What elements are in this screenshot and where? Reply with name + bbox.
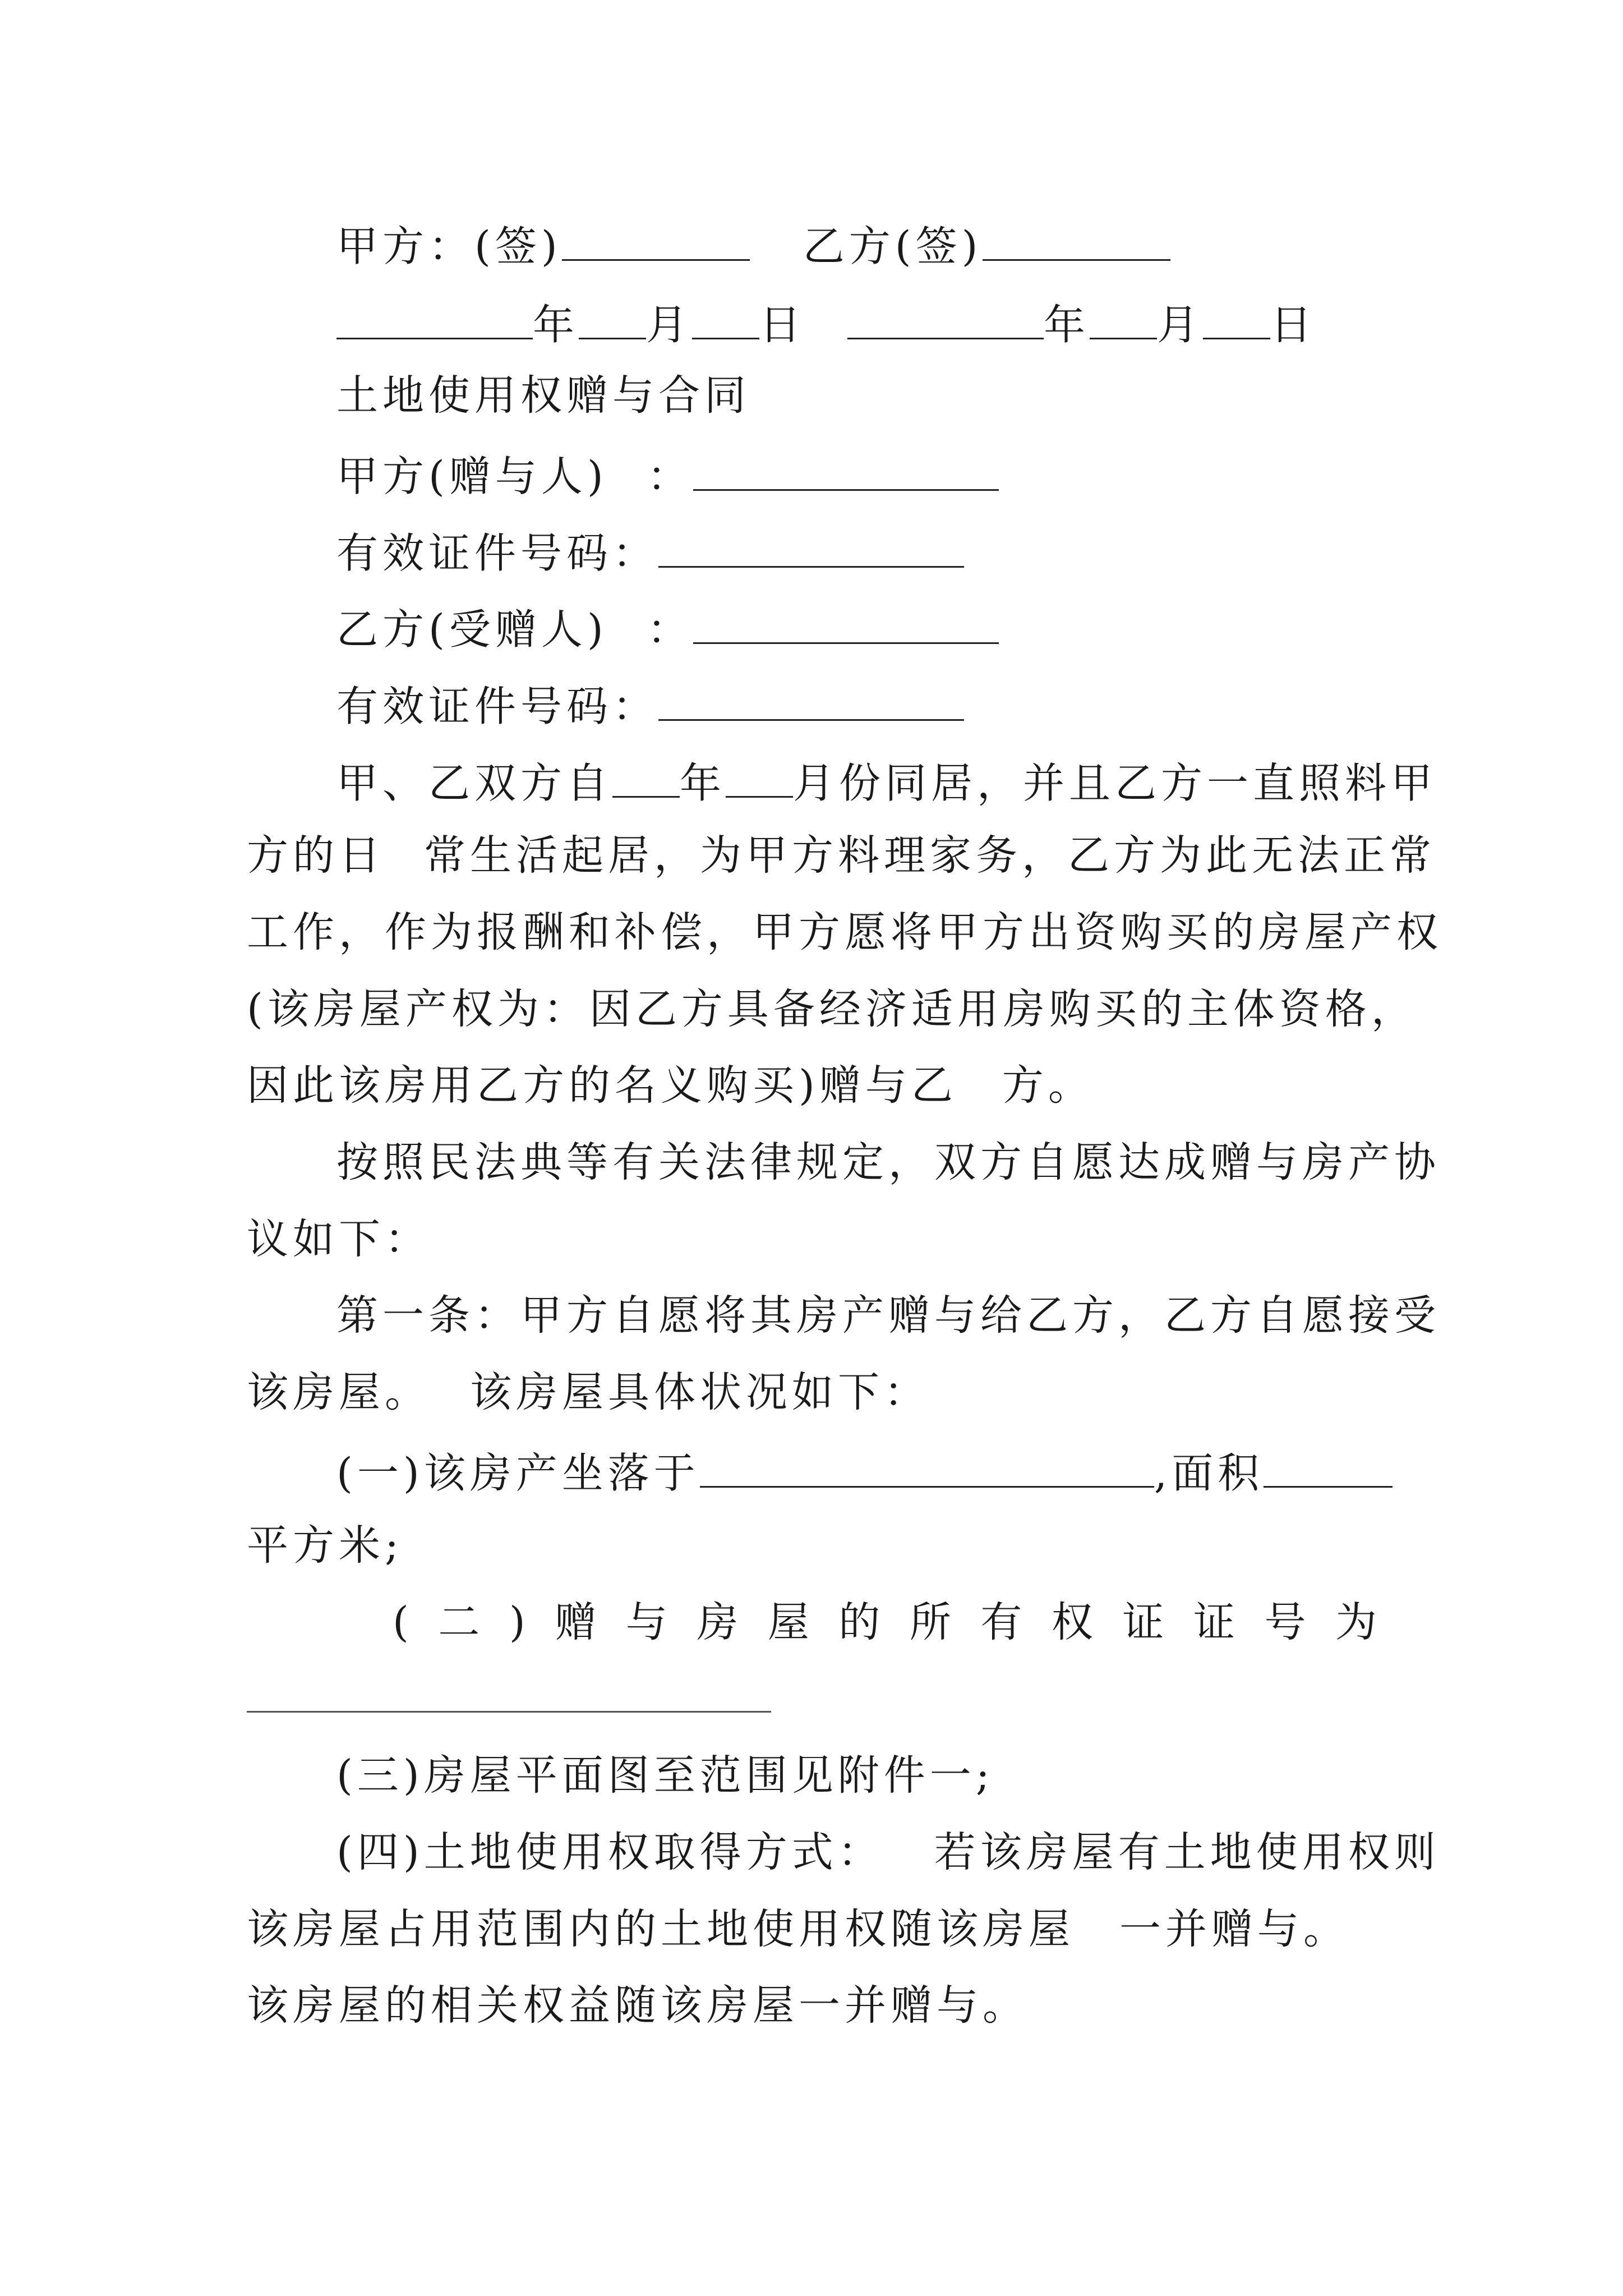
item4-line-2 — [247, 1905, 1349, 1953]
cohabit-year-blank[interactable] — [612, 758, 680, 798]
area-blank[interactable] — [1264, 1448, 1393, 1488]
item2-char: 所 — [909, 1598, 951, 1646]
donee-id-line — [336, 682, 964, 731]
party-b-sign-label: 乙方(签) — [803, 222, 983, 271]
article1-line-2 — [247, 1368, 930, 1416]
year-label: 年 — [533, 301, 579, 349]
month-label: 月 — [646, 301, 692, 349]
item2-char: 证 — [1193, 1598, 1235, 1646]
intro-text: 常生活起居，为甲方料理家务，乙方为此无法正常 — [424, 831, 1436, 880]
item4-line-1 — [336, 1828, 1440, 1876]
document-title: 土地使用权赠与合同 — [336, 371, 750, 420]
location-blank[interactable] — [700, 1448, 1154, 1488]
party-a-month-blank[interactable] — [579, 300, 646, 339]
item1-text: (一)该房产坐落于 — [336, 1449, 700, 1498]
item2-char: 证 — [1122, 1598, 1164, 1646]
donor-name-blank[interactable] — [693, 452, 999, 491]
intro-line-2 — [247, 831, 1436, 880]
party-b-day-blank[interactable] — [1203, 300, 1270, 339]
item1-text: ,面积 — [1154, 1449, 1264, 1498]
item4-text: (四)土地使用权取得方式： — [336, 1828, 884, 1876]
intro-text: 因此该房用乙方的名义购买)赠与乙 — [247, 1061, 957, 1110]
item2-char: 二 — [438, 1598, 480, 1646]
item2-char: 为 — [1335, 1598, 1377, 1646]
intro-text: 月份同居，并且乙方一直照料甲 — [793, 759, 1437, 808]
law-line-2: 议如下： — [247, 1215, 431, 1263]
party-a-year-blank[interactable] — [336, 300, 533, 339]
intro-line-1 — [336, 758, 1437, 808]
item2-char: ) — [509, 1598, 525, 1646]
day-label: 日 — [759, 301, 805, 349]
item2-char: 号 — [1264, 1598, 1306, 1646]
certificate-number-blank[interactable] — [247, 1711, 771, 1713]
intro-line-3: 工作，作为报酬和补偿，甲方愿将甲方出资购买的房屋产权 — [247, 908, 1442, 956]
intro-line-4: (该房屋产权为：因乙方具备经济适用房购买的主体资格， — [247, 985, 1417, 1033]
signature-line — [336, 222, 1170, 271]
party-a-sign-label: 甲方：(签) — [336, 222, 562, 271]
item2-char: 赠 — [555, 1598, 597, 1646]
date-line — [336, 300, 1316, 349]
party-a-day-blank[interactable] — [692, 300, 759, 339]
intro-text: 年 — [680, 759, 726, 808]
donee-id-label: 有效证件号码： — [336, 682, 658, 731]
law-line-1: 按照民法典等有关法律规定，双方自愿达成赠与房产协 — [336, 1138, 1440, 1186]
item2-char: 有 — [980, 1598, 1022, 1646]
donor-label: 甲方(赠与人) — [336, 452, 608, 501]
item4-text: 若该房屋有土地使用权则 — [934, 1828, 1440, 1876]
article1-line-1: 第一条：甲方自愿将其房产赠与给乙方，乙方自愿接受 — [336, 1291, 1440, 1340]
party-b-sign-blank[interactable] — [983, 222, 1170, 261]
item2-char: 屋 — [767, 1598, 809, 1646]
donee-colon: ： — [647, 605, 693, 654]
item4-text: 一并赠与。 — [1119, 1905, 1349, 1953]
item2-char: 房 — [697, 1598, 739, 1646]
item1-line-2: 平方米; — [247, 1521, 403, 1570]
year-label: 年 — [1044, 301, 1090, 349]
day-label: 日 — [1270, 301, 1316, 349]
intro-line-5 — [247, 1061, 1094, 1110]
donee-name-blank[interactable] — [693, 605, 999, 644]
item2-char: 与 — [625, 1598, 667, 1646]
article1-text: 该房屋。 — [247, 1368, 431, 1416]
intro-text: 甲、乙双方自 — [336, 759, 612, 808]
party-a-sign-blank[interactable] — [562, 222, 750, 261]
party-b-month-blank[interactable] — [1090, 300, 1157, 339]
month-label: 月 — [1157, 301, 1203, 349]
item5-line: 该房屋的相关权益随该房屋一并赠与。 — [247, 1981, 1029, 2030]
item2-char: 的 — [838, 1598, 880, 1646]
item3-line: (三)房屋平面图至范围见附件一; — [336, 1751, 994, 1800]
party-b-year-blank[interactable] — [847, 300, 1044, 339]
intro-text: 方的日 — [247, 831, 385, 880]
donor-id-blank[interactable] — [658, 528, 964, 568]
item1-line-1 — [336, 1448, 1393, 1498]
donee-label: 乙方(受赠人) — [336, 605, 608, 654]
cohabit-month-blank[interactable] — [726, 758, 793, 798]
donor-id-line — [336, 528, 964, 578]
donor-id-label: 有效证件号码： — [336, 529, 658, 578]
item2-char: 权 — [1051, 1598, 1093, 1646]
item2-line — [393, 1598, 1377, 1646]
donee-line — [336, 605, 999, 654]
item4-text: 该房屋占用范围内的土地使用权随该房屋 — [247, 1905, 1075, 1953]
donor-line — [336, 452, 999, 501]
donee-id-blank[interactable] — [658, 682, 964, 721]
article1-text: 该房屋具体状况如下： — [470, 1368, 930, 1416]
donor-colon: ： — [647, 452, 693, 501]
item2-char: ( — [393, 1598, 409, 1646]
intro-text: 方。 — [1002, 1061, 1094, 1110]
